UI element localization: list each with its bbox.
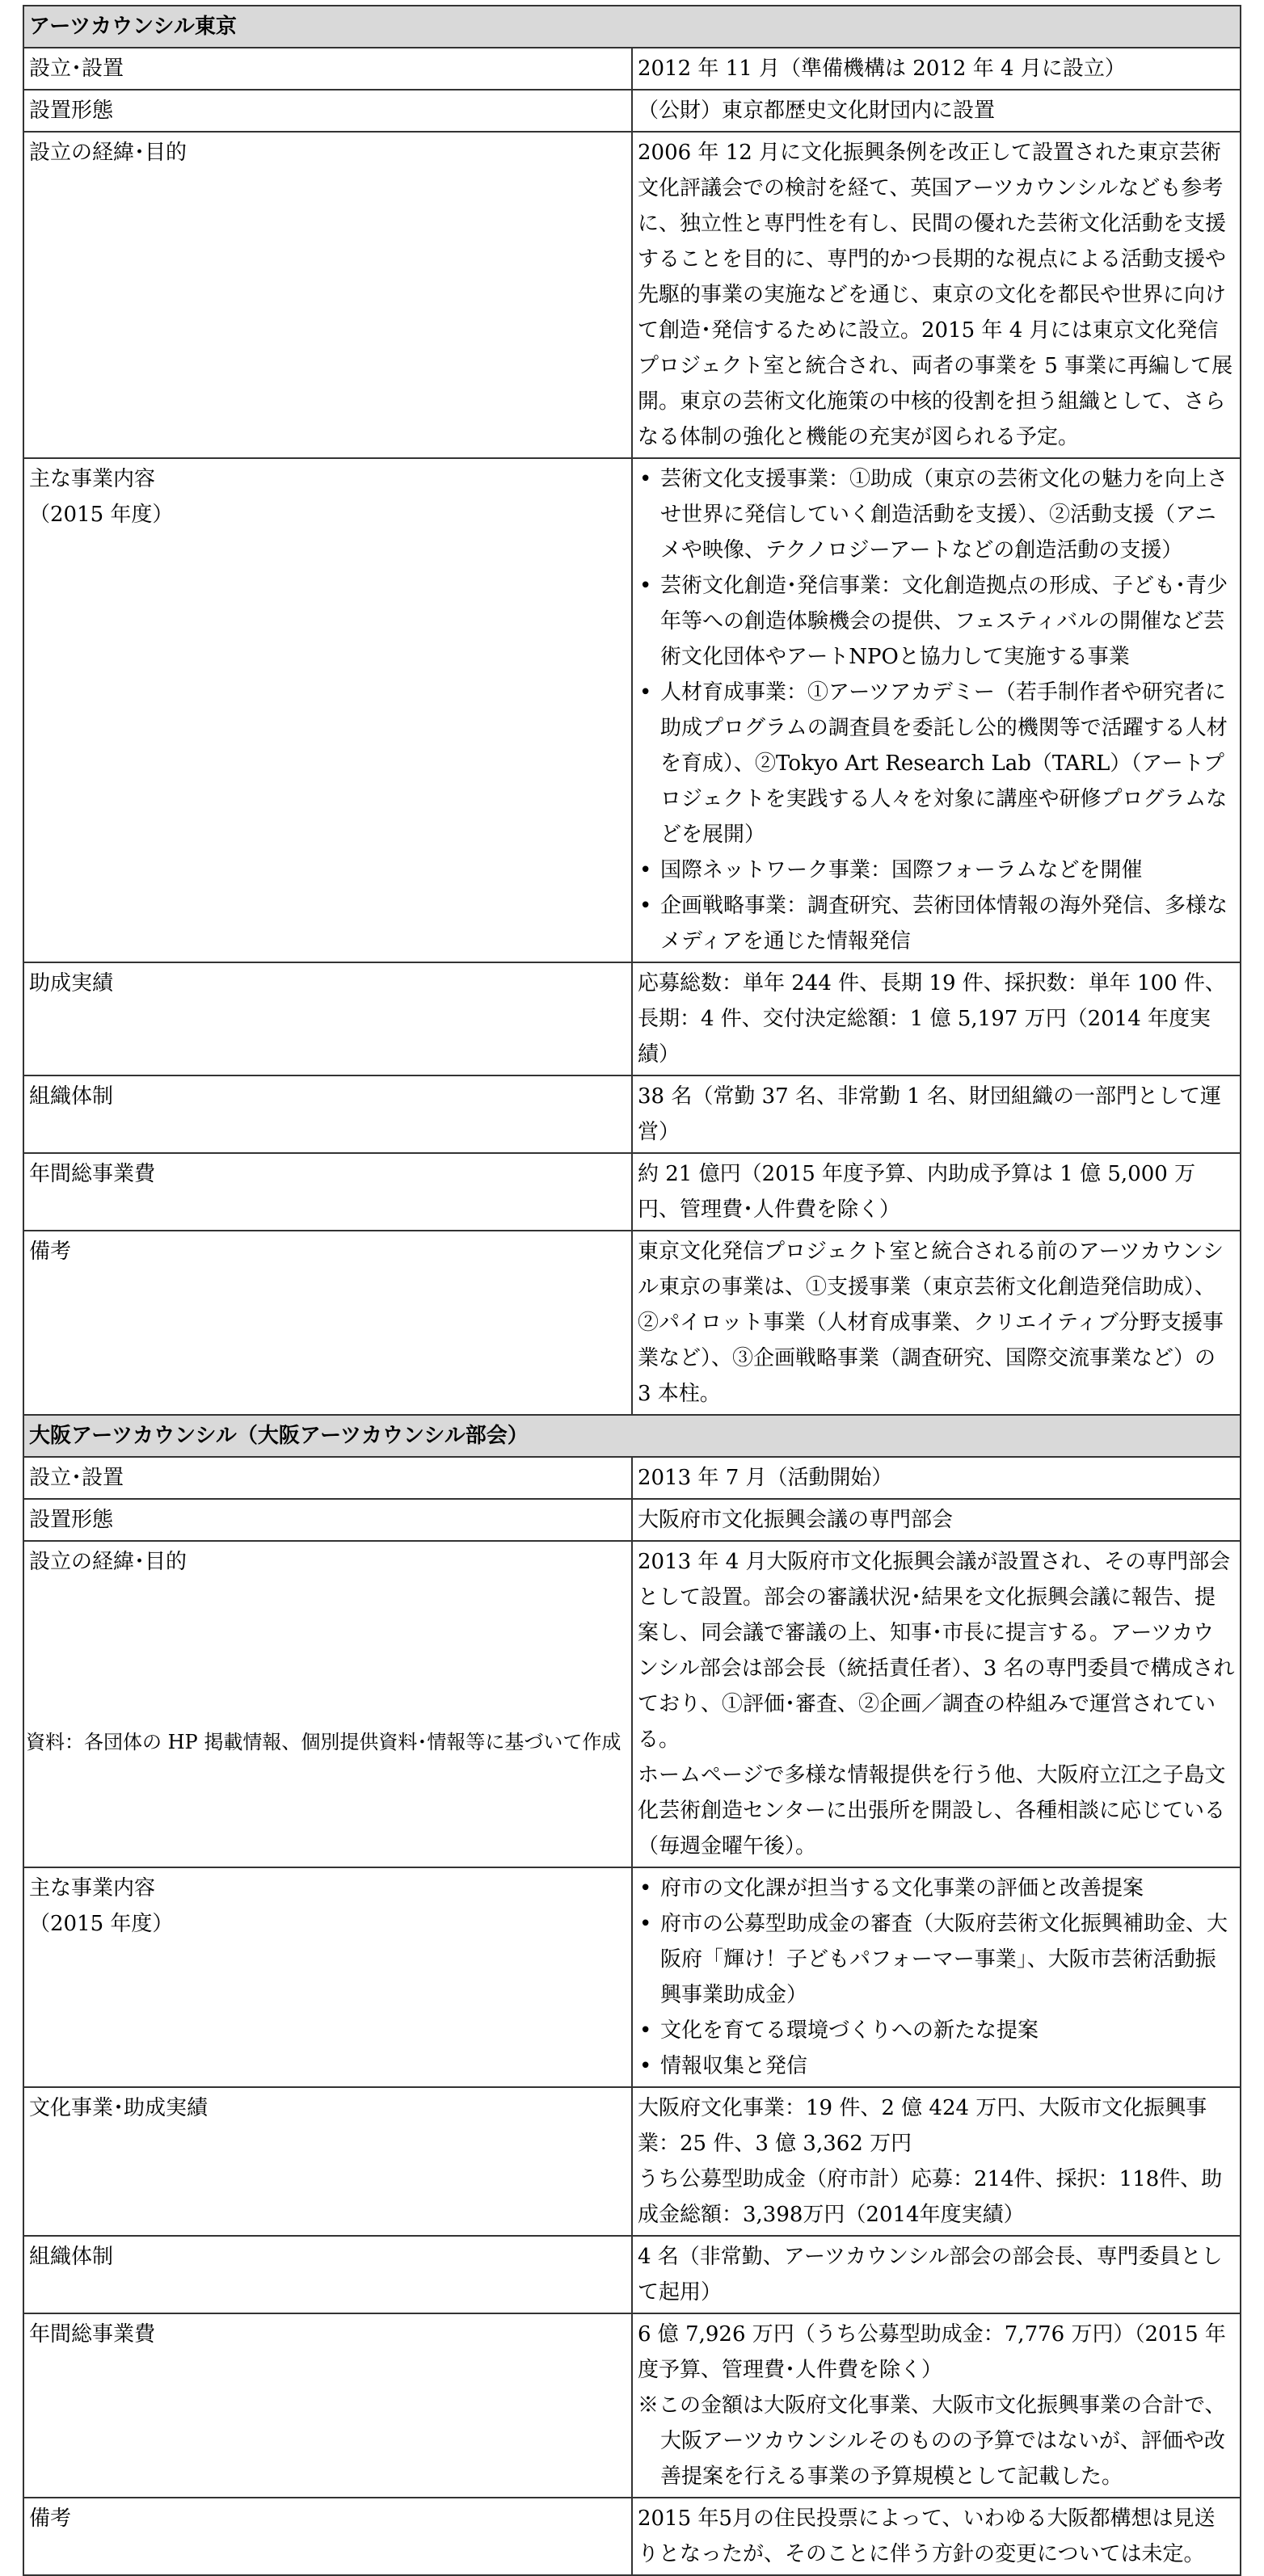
row-label: 文化事業･助成実績: [23, 2087, 632, 2236]
row-value: （公財）東京都歴史文化財団内に設置: [632, 90, 1241, 132]
row-value: 38 名（常勤 37 名、非常勤 1 名、財団組織の一部門として運営）: [632, 1075, 1241, 1153]
table-row: [23, 2313, 1241, 2498]
list-item: [638, 888, 1235, 959]
row-label: 組織体制: [23, 1075, 632, 1153]
row-label: 設置形態: [23, 1499, 632, 1541]
table-row: [23, 1499, 1241, 1541]
row-value: 2015 年5月の住民投票によって、いわゆる大阪都構想は見送りとなったが、そのことに伴う方針の変更については未定。: [632, 2498, 1241, 2575]
list-item-text: 文化を育てる環境づくりへの新たな提案: [660, 2018, 1039, 2043]
tokyo-title: アーツカウンシル東京: [23, 6, 1241, 48]
row-value: [632, 2313, 1241, 2498]
list-item: [638, 2048, 1235, 2084]
row-label: 備考: [23, 2498, 632, 2575]
table-row: [23, 1541, 1241, 1867]
row-value: 応募総数：単年 244 件、長期 19 件、採択数：単年 100 件、長期：4 件、交付決定総額：1 億 5,197 万円（2014 年度実績）: [632, 962, 1241, 1075]
list-item-text: 企画戦略事業：調査研究、芸術団体情報の海外発信、多様なメディアを通じた情報発信: [660, 894, 1228, 953]
row-label: 設立の経緯･目的: [23, 132, 632, 458]
list-item: [638, 1871, 1235, 1906]
row-label: [23, 458, 632, 962]
bullet-icon: •: [639, 2054, 652, 2078]
table-row: [23, 1153, 1241, 1231]
row-label: 設立･設置: [23, 48, 632, 90]
section-header-tokyo: [23, 6, 1241, 48]
list-item-text: 国際ネットワーク事業：国際フォーラムなどを開催: [660, 858, 1143, 882]
table-row: [23, 2087, 1241, 2236]
bullet-icon: •: [639, 1912, 652, 1936]
row-value: 2013 年 7 月（活動開始）: [632, 1457, 1241, 1499]
row-value: 4 名（非常勤、アーツカウンシル部会の部会長、専門委員として起用）: [632, 2236, 1241, 2313]
row-label: 助成実績: [23, 962, 632, 1075]
row-label: 年間総事業費: [23, 1153, 632, 1231]
label-line: 主な事業内容: [29, 1876, 156, 1900]
table-row: [23, 2236, 1241, 2313]
business-list: [638, 1871, 1235, 2084]
list-item-text: 府市の文化課が担当する文化事業の評価と改善提案: [660, 1876, 1144, 1900]
bullet-icon: •: [639, 858, 652, 882]
table-row: [23, 90, 1241, 132]
paragraph: 2013 年 4 月大阪府市文化振興会議が設置され、その専門部会として設置。部会の審議状況･結果を文化振興会議に報告、提案し、同会議で審議の上、知事･市長に提言する。アーツカウンシル部会は部会長（統括責任者）、3 名の専門委員で構成されており、①評価･審査、②企画／調査の枠組みで運営されている。: [638, 1550, 1235, 1752]
row-value: [632, 1541, 1241, 1867]
list-item: [638, 852, 1235, 888]
bullet-icon: •: [639, 467, 652, 491]
row-label: 備考: [23, 1231, 632, 1415]
table-row: [23, 1075, 1241, 1153]
list-item: [638, 675, 1235, 852]
row-label: 年間総事業費: [23, 2313, 632, 2498]
list-item-text: 人材育成事業：①アーツアカデミー（若手制作者や研究者に助成プログラムの調査員を委託し公的機関等で活躍する人材を育成）、②Tokyo Art Research Lab（TARL）（アートプロジェクトを実践する人々を対象に講座や研修プログラムなどを展開）: [660, 680, 1228, 847]
bullet-icon: •: [639, 680, 652, 705]
list-item-text: 芸術文化創造･発信事業：文化創造拠点の形成、子ども･青少年等への創造体験機会の提供、フェスティバルの開催など芸術文化団体やアートNPOと協力して実施する事業: [660, 574, 1228, 669]
osaka-title: 大阪アーツカウンシル（大阪アーツカウンシル部会）: [23, 1415, 1241, 1457]
table-row: [23, 2498, 1241, 2575]
business-list: [638, 461, 1235, 959]
row-value: 東京文化発信プロジェクト室と統合される前のアーツカウンシル東京の事業は、①支援事業（東京芸術文化創造発信助成）、②パイロット事業（人材育成事業、クリエイティブ分野支援事業など）、③企画戦略事業（調査研究、国際交流事業など）の 3 本柱。: [632, 1231, 1241, 1415]
document: [23, 5, 1241, 2576]
cost-note: ※この金額は大阪府文化事業、大阪市文化振興事業の合計で、大阪アーツカウンシルそのものの予算ではないが、評価や改善提案を行える事業の予算規模として記載した。: [638, 2393, 1226, 2489]
list-item: [638, 568, 1235, 675]
row-value: [632, 2087, 1241, 2236]
label-line: （2015 年度）: [29, 503, 174, 527]
table-row: [23, 132, 1241, 458]
table-row: [23, 1867, 1241, 2087]
table-row: [23, 962, 1241, 1075]
row-value: 2012 年 11 月（準備機構は 2012 年 4 月に設立）: [632, 48, 1241, 90]
paragraph: ホームページで多様な情報提供を行う他、大阪府立江之子島文化芸術創造センターに出張所を開設し、各種相談に応じている（毎週金曜午後）。: [638, 1763, 1226, 1858]
label-line: 主な事業内容: [29, 467, 156, 491]
arts-council-table: [23, 5, 1241, 2576]
list-item: [638, 2013, 1235, 2048]
list-item-text: 府市の公募型助成金の審査（大阪府芸術文化振興補助金、大阪府「輝け！子どもパフォーマー事業」、大阪市芸術活動振興事業助成金）: [660, 1912, 1228, 2007]
row-label: [23, 1867, 632, 2087]
bullet-icon: •: [639, 574, 652, 598]
row-value: 2006 年 12 月に文化振興条例を改正して設置された東京芸術文化評議会での検討を経て、英国アーツカウンシルなども参考に、独立性と専門性を有し、民間の優れた芸術文化活動を支援することを目的に、専門的かつ長期的な視点による活動支援や先駆的事業の実施などを通じ、東京の文化を都民や世界に向けて創造･発信するために設立。2015 年 4 月には東京文化発信プロジェクト室と統合され、両者の事業を 5 事業に再編して展開。東京の芸術文化施策の中核的役割を担う組織として、さらなる体制の強化と機能の充実が図られる予定。: [632, 132, 1241, 458]
table-row: [23, 1457, 1241, 1499]
row-value: [632, 1867, 1241, 2087]
section-header-osaka: [23, 1415, 1241, 1457]
row-value: 大阪府市文化振興会議の専門部会: [632, 1499, 1241, 1541]
table-row: [23, 458, 1241, 962]
bullet-icon: •: [639, 2018, 652, 2043]
table-row: [23, 48, 1241, 90]
row-label: 設置形態: [23, 90, 632, 132]
bullet-icon: •: [639, 1876, 652, 1900]
row-label: 設立･設置: [23, 1457, 632, 1499]
row-label: 組織体制: [23, 2236, 632, 2313]
source-note: 資料：各団体の HP 掲載情報、個別提供資料･情報等に基づいて作成: [26, 1731, 621, 1753]
cost-text: 6 億 7,926 万円（うち公募型助成金：7,776 万円）（2015 年度予算、管理費･人件費を除く）: [638, 2322, 1226, 2382]
bullet-icon: •: [639, 894, 652, 918]
list-item: [638, 1906, 1235, 2013]
label-line: （2015 年度）: [29, 1912, 174, 1936]
list-item-text: 芸術文化支援事業：①助成（東京の芸術文化の魅力を向上させ世界に発信していく創造活動を支援）、②活動支援（アニメや映像、テクノロジーアートなどの創造活動の支援）: [660, 467, 1228, 562]
row-value: [632, 458, 1241, 962]
list-item: [638, 461, 1235, 568]
grant-line: うち公募型助成金（府市計）応募：214件、採択：118件、助成金総額：3,398万円（2014年度実績）: [638, 2167, 1223, 2227]
row-label: 設立の経緯･目的: [23, 1541, 632, 1867]
row-value: 約 21 億円（2015 年度予算、内助成予算は 1 億 5,000 万円、管理費･人件費を除く）: [632, 1153, 1241, 1231]
list-item-text: 情報収集と発信: [660, 2054, 808, 2078]
grant-line: 大阪府文化事業：19 件、2 億 424 万円、大阪市文化振興事業：25 件、3 億 3,362 万円: [638, 2096, 1207, 2156]
table-row: [23, 1231, 1241, 1415]
